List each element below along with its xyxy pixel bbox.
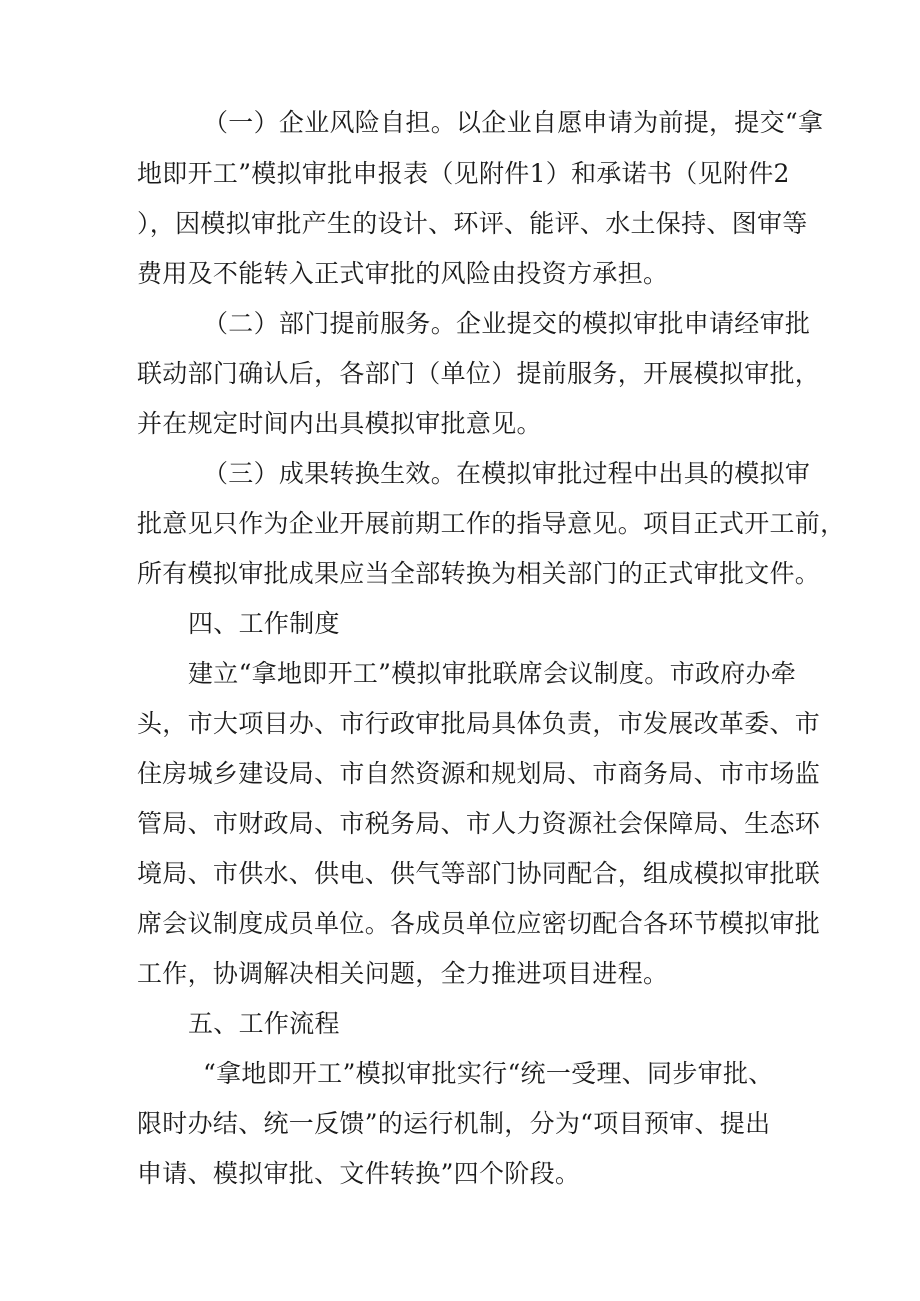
section-heading-5: 五、工作流程 [188,1009,340,1038]
paragraph-5-line-2: 限时办结、统一反馈”的运行机制，分为“项目预审、提出 [137,1109,771,1138]
paragraph-4-line-1: 建立“拿地即开工”模拟审批联席会议制度。市政府办牵 [188,659,797,688]
paragraph-2-line-1: （二）部门提前服务。企业提交的模拟审批申请经审批 [203,309,811,338]
paragraph-4-line-3: 住房城乡建设局、市自然资源和规划局、市商务局、市市场监 [137,759,821,788]
paragraph-1-line-3: ），因模拟审批产生的设计、环评、能评、水土保持、图审等 [137,209,808,238]
section-heading-4: 四、工作制度 [188,609,340,638]
paragraph-5-line-1: “拿地即开工”模拟审批实行“统一受理、同步审批、 [203,1059,774,1088]
paragraph-1-line-1: （一）企业风险自担。以企业自愿申请为前提，提交“拿 [203,108,824,137]
paragraph-4-line-6: 席会议制度成员单位。各成员单位应密切配合各环节模拟审批 [137,909,821,938]
paragraph-3-line-1: （三）成果转换生效。在模拟审批过程中出具的模拟审 [203,459,811,488]
paragraph-3-line-3: 所有模拟审批成果应当全部转换为相关部门的正式审批文件。 [137,559,821,588]
paragraph-4-line-5: 境局、市供水、供电、供气等部门协同配合，组成模拟审批联 [137,859,821,888]
paragraph-4-line-4: 管局、市财政局、市税务局、市人力资源社会保障局、生态环 [137,809,821,838]
paragraph-5-line-3: 申请、模拟审批、文件转换”四个阶段。 [137,1159,581,1188]
paragraph-4-line-7: 工作，协调解决相关问题，全力推进项目进程。 [137,959,669,988]
paragraph-2-line-3: 并在规定时间内出具模拟审批意见。 [137,409,542,438]
paragraph-3-line-2: 批意见只作为企业开展前期工作的指导意见。项目正式开工前， [137,509,846,538]
paragraph-2-line-2: 联动部门确认后，各部门（单位）提前服务，开展模拟审批， [137,359,821,388]
paragraph-1-line-2: 地即开工”模拟审批申报表（见附件1）和承诺书（见附件2 [137,159,790,188]
paragraph-1-line-4: 费用及不能转入正式审批的风险由投资方承担。 [137,259,669,288]
paragraph-4-line-2: 头，市大项目办、市行政审批局具体负责，市发展改革委、市 [137,709,821,738]
